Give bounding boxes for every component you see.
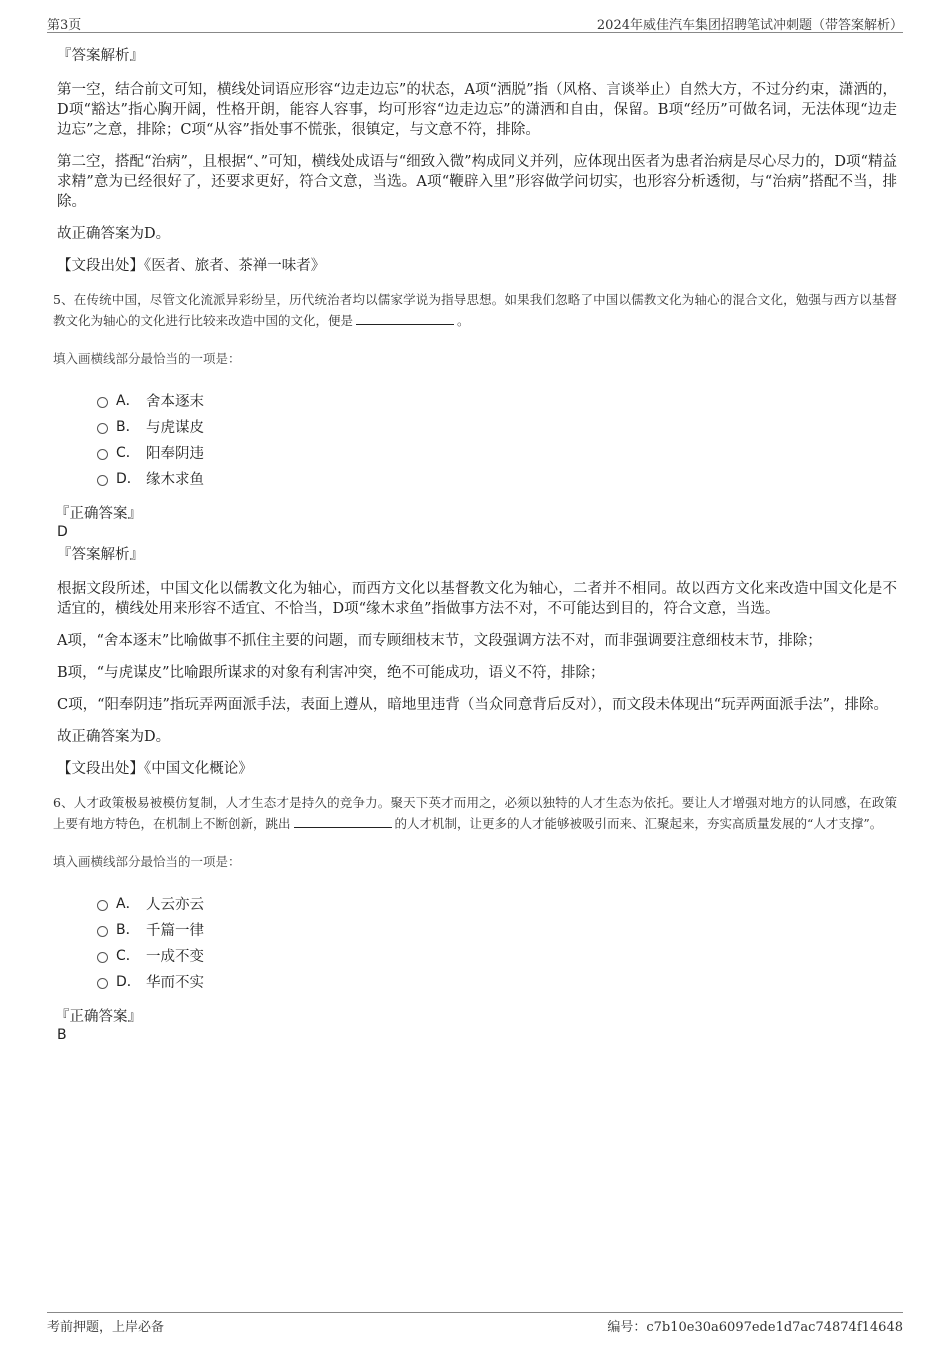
analysis-paragraph: B项，“与虎谋皮”比喻跟所谋求的对象有利害冲突，绝不可能成功，语义不符，排除；	[57, 665, 605, 681]
option-d[interactable]: D． 缘木求鱼	[97, 465, 897, 491]
question-5-text: 5、在传统中国，尽管文化流派异彩纷呈，历代统治者均以儒家学说为指导思想。如果我们忽略了中国以儒教文化为轴心的混合文化，勉强与西方以基督教文化为轴心的文化进行比较来改造中国的文化，便是 。	[53, 292, 897, 328]
radio-icon[interactable]	[97, 926, 108, 937]
radio-icon[interactable]	[97, 397, 108, 408]
analysis-paragraph: C项，“阳奉阴违”指玩弄两面派手法，表面上遵从，暗地里违背（当众同意背后反对），而文段未体现出“玩弄两面派手法”，排除。	[57, 697, 888, 713]
analysis-label: 『答案解析』	[57, 48, 144, 64]
question-6-options	[97, 890, 897, 994]
option-d[interactable]: D． 华而不实	[97, 968, 897, 994]
answer-value: B	[57, 1027, 67, 1043]
source-citation: 【文段出处】《医者、旅者、茶禅一味者》	[57, 258, 326, 274]
conclusion: 故正确答案为D。	[57, 729, 171, 745]
source-citation: 【文段出处】《中国文化概论》	[57, 761, 253, 777]
option-c[interactable]: C． 阳奉阴违	[97, 439, 897, 465]
fill-blank	[356, 310, 454, 325]
analysis-label: 『答案解析』	[57, 547, 144, 563]
document-code: 编号：c7b10e30a6097ede1d7ac74874f14648	[607, 1320, 903, 1335]
question-prompt: 填入画横线部分最恰当的一项是：	[53, 854, 241, 869]
answer-label: 『正确答案』	[55, 506, 142, 522]
analysis-paragraph: 第一空，结合前文可知，横线处词语应形容“边走边忘”的状态，A项“洒脱”指（风格、言谈举止）自然大方，不过分约束，潇洒的，D项“豁达”指心胸开阔，性格开朗，能容人容事，均可形容“边走边忘”的潇洒和自由，保留。B项“经历”可做名词，无法体现“边走边忘”之意，排除；C项“从容”指处事不慌张，很镇定，与文意不符，排除。	[57, 82, 897, 138]
radio-icon[interactable]	[97, 449, 108, 460]
option-c[interactable]: C． 一成不变	[97, 942, 897, 968]
answer-value: D	[57, 524, 68, 540]
option-a[interactable]: A． 舍本逐末	[97, 387, 897, 413]
radio-icon[interactable]	[97, 900, 108, 911]
analysis-paragraph: 根据文段所述，中国文化以儒教文化为轴心，而西方文化以基督教文化为轴心，二者并不相同。故以西方文化来改造中国文化是不适宜的，横线处用来形容不适宜、不恰当，D项“缘木求鱼”指做事方法不对，不可能达到目的，符合文意，当选。	[57, 581, 897, 617]
document-title: 2024年威佳汽车集团招聘笔试冲刺题（带答案解析）	[596, 18, 903, 33]
radio-icon[interactable]	[97, 475, 108, 486]
question-5-options	[97, 387, 897, 491]
page-number: 第3页	[47, 18, 82, 33]
radio-icon[interactable]	[97, 952, 108, 963]
radio-icon[interactable]	[97, 423, 108, 434]
fill-blank	[294, 813, 392, 828]
conclusion: 故正确答案为D。	[57, 226, 171, 242]
question-6-text: 6、人才政策极易被模仿复制，人才生态才是持久的竞争力。聚天下英才而用之，必须以独特的人才生态为依托。要让人才增强对地方的认同感，在政策上要有地方特色，在机制上不断创新，跳出 的人才机制，让更多的人才能够被吸引而来、汇聚起来，夯实高质量发展的“人才支撑”。	[53, 795, 897, 831]
option-a[interactable]: A． 人云亦云	[97, 890, 897, 916]
question-prompt: 填入画横线部分最恰当的一项是：	[53, 351, 241, 366]
radio-icon[interactable]	[97, 978, 108, 989]
analysis-paragraph: 第二空，搭配“治病”，且根据“、”可知，横线处成语与“细致入微”构成同义并列，应体现出医者为患者治病是尽心尽力的，D项“精益求精”意为已经很好了，还要求更好，符合文意，当选。A项“鞭辟入里”形容做学问切实，也形容分析透彻，与“治病”搭配不当，排除。	[57, 154, 897, 210]
option-b[interactable]: B． 千篇一律	[97, 916, 897, 942]
page-content	[53, 46, 897, 1052]
page-header	[47, 12, 903, 33]
analysis-paragraph: A项，“舍本逐末”比喻做事不抓住主要的问题，而专顾细枝末节，文段强调方法不对，而非强调要注意细枝末节，排除；	[57, 633, 822, 649]
answer-label: 『正确答案』	[55, 1009, 142, 1025]
option-b[interactable]: B． 与虎谋皮	[97, 413, 897, 439]
footer-slogan: 考前押题，上岸必备	[47, 1320, 165, 1335]
page-footer	[47, 1312, 903, 1333]
